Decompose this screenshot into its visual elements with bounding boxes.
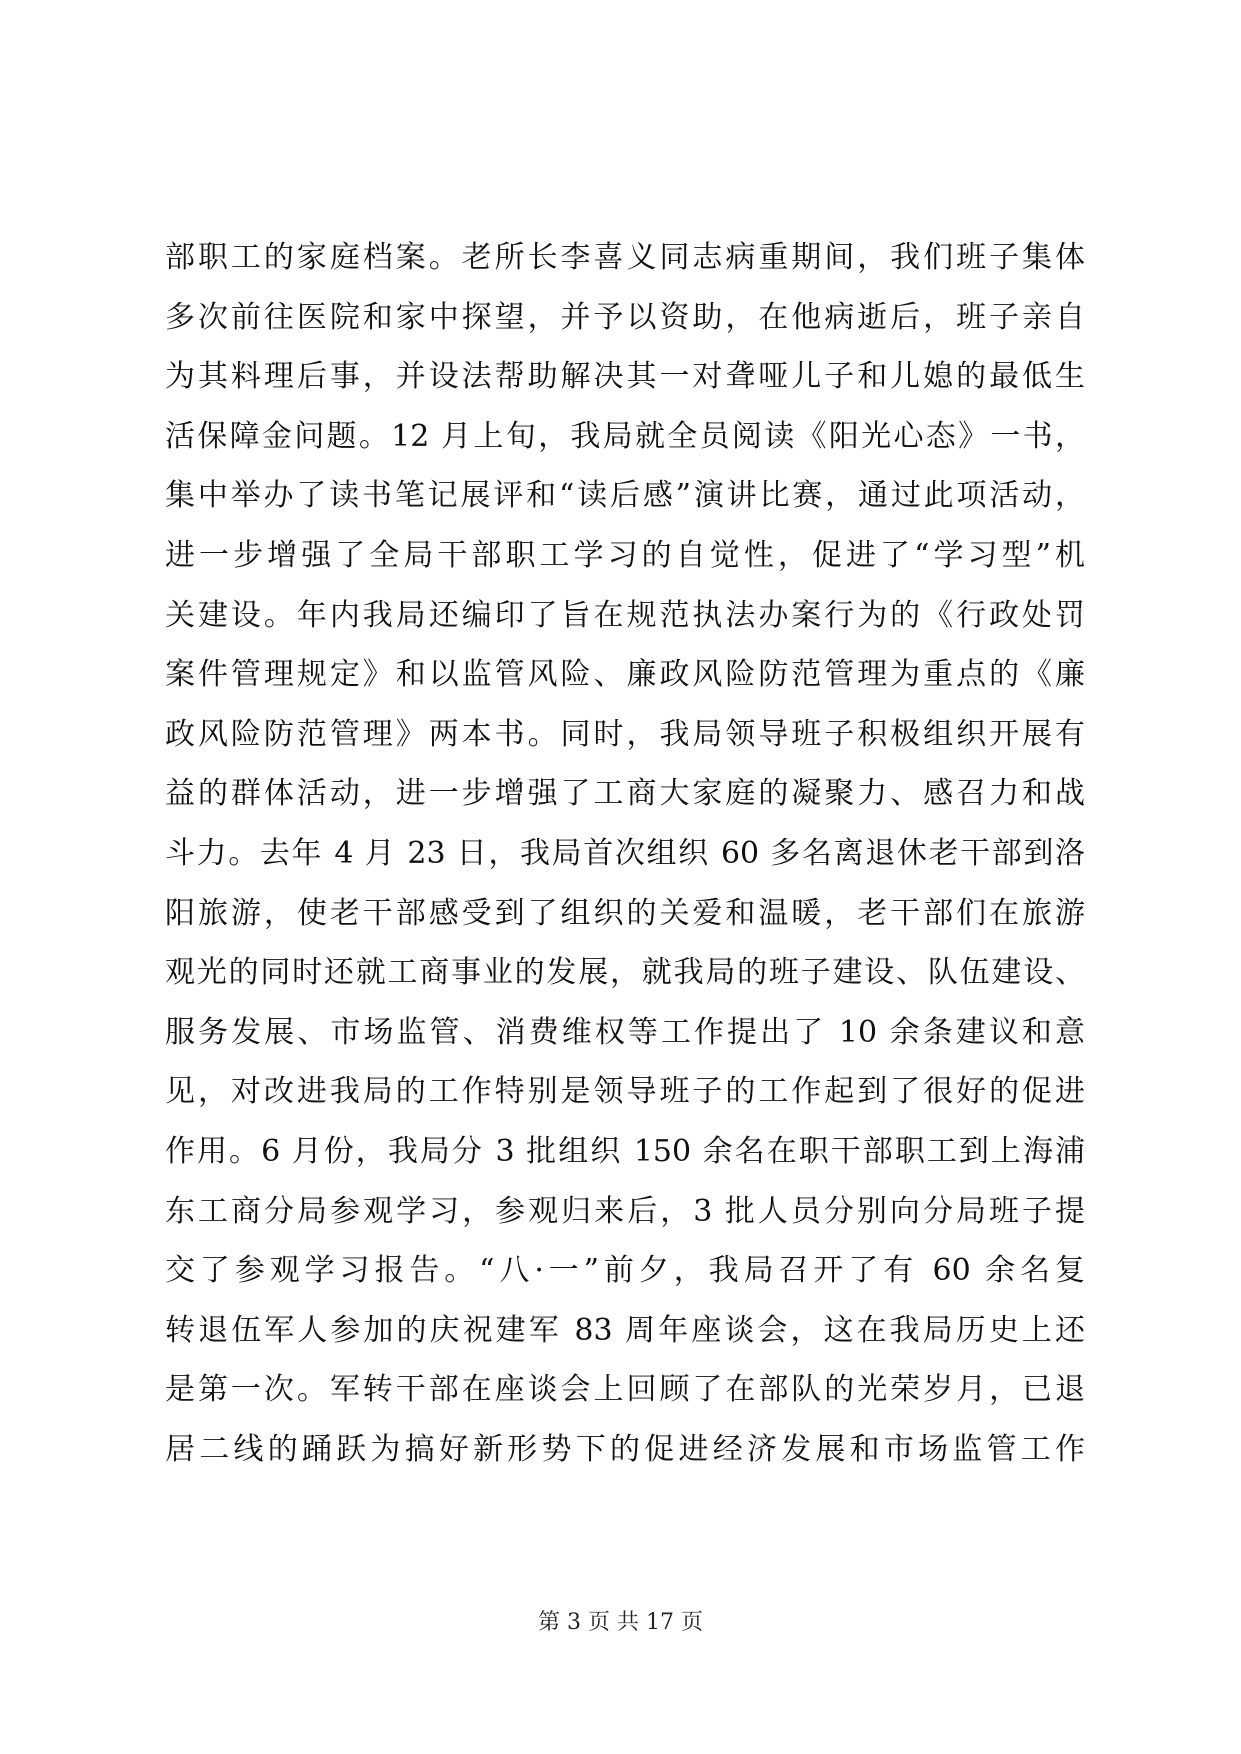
- text-line: 阳旅游，使老干部感受到了组织的关爱和温暖，老干部们在旅游: [165, 895, 1085, 931]
- text-line: 居二线的踊跃为搞好新形势下的促进经济发展和市场监管工作: [165, 1431, 1085, 1467]
- body-text: [165, 228, 1085, 1479]
- page-number: 第 3 页 共 17 页: [538, 1610, 703, 1635]
- text-line: 是第一次。军转干部在座谈会上回顾了在部队的光荣岁月，已退: [165, 1372, 1085, 1408]
- text-line: 活保障金问题。12 月上旬，我局就全员阅读《阳光心态》一书，: [165, 418, 1085, 454]
- text-line: 部职工的家庭档案。老所长李喜义同志病重期间，我们班子集体: [165, 240, 1085, 275]
- text-line: 斗力。去年 4 月 23 日，我局首次组织 60 多名离退休老干部到洛: [165, 835, 1085, 871]
- text-line: 益的群体活动，进一步增强了工商大家庭的凝聚力、感召力和战: [165, 776, 1085, 812]
- text-line: 作用。6 月份，我局分 3 批组织 150 余名在职干部职工到上海浦: [165, 1133, 1085, 1169]
- text-line: 服务发展、市场监管、消费维权等工作提出了 10 余条建议和意: [165, 1014, 1085, 1050]
- text-line: 东工商分局参观学习，参观归来后，3 批人员分别向分局班子提: [165, 1193, 1085, 1229]
- text-line: 案件管理规定》和以监管风险、廉政风险防范管理为重点的《廉: [165, 657, 1085, 693]
- text-line: 进一步增强了全局干部职工学习的自觉性，促进了“学习型”机: [165, 537, 1085, 573]
- text-line: 观光的同时还就工商事业的发展，就我局的班子建设、队伍建设、: [165, 955, 1085, 991]
- page-footer: [0, 1608, 1241, 1638]
- text-line: 集中举办了读书笔记展评和“读后感”演讲比赛，通过此项活动，: [165, 478, 1085, 514]
- text-line: 见，对改进我局的工作特别是领导班子的工作起到了很好的促进: [165, 1074, 1085, 1110]
- text-line: 多次前往医院和家中探望，并予以资助，在他病逝后，班子亲自: [165, 299, 1085, 335]
- text-line: 关建设。年内我局还编印了旨在规范执法办案行为的《行政处罚: [165, 597, 1085, 633]
- text-line: 转退伍军人参加的庆祝建军 83 周年座谈会，这在我局历史上还: [165, 1312, 1085, 1348]
- text-line: 政风险防范管理》两本书。同时，我局领导班子积极组织开展有: [165, 716, 1085, 752]
- text-line: 为其料理后事，并设法帮助解决其一对聋哑儿子和儿媳的最低生: [165, 359, 1085, 395]
- text-line: 交了参观学习报告。“八·一”前夕，我局召开了有 60 余名复: [165, 1253, 1085, 1289]
